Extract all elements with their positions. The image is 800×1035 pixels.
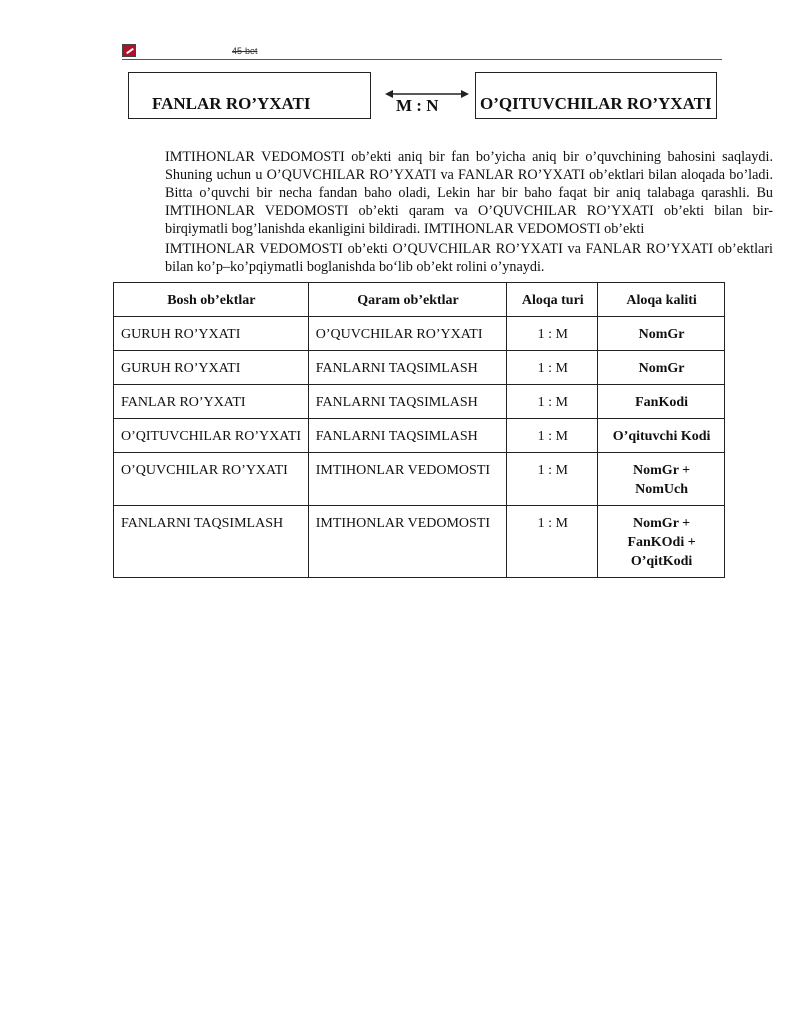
- aloqa-turi-cell: 1 : M: [507, 351, 598, 385]
- table-row: [114, 506, 725, 578]
- qaram-cell: FANLARNI TAQSIMLASH: [308, 385, 507, 419]
- bosh-cell: O’QITUVCHILAR RO’YXATI: [114, 419, 309, 453]
- aloqa-kaliti-cell: FanKodi: [598, 385, 725, 419]
- book-logo-icon: [122, 44, 136, 57]
- qaram-cell: IMTIHONLAR VEDOMOSTI: [308, 453, 507, 506]
- page-number: 45-bet: [232, 46, 258, 56]
- column-header: Qaram ob’ektlar: [308, 283, 507, 317]
- table-row: [114, 317, 725, 351]
- column-header: Aloqa turi: [507, 283, 598, 317]
- table-row: [114, 385, 725, 419]
- aloqa-kaliti-cell: NomGr: [598, 351, 725, 385]
- entity-box-fanlar: [128, 72, 371, 119]
- aloqa-turi-cell: 1 : M: [507, 506, 598, 578]
- aloqa-turi-cell: 1 : M: [507, 419, 598, 453]
- qaram-cell: IMTIHONLAR VEDOMOSTI: [308, 506, 507, 578]
- entity-box-oqituvchilar: [475, 72, 717, 119]
- bosh-cell: FANLARNI TAQSIMLASH: [114, 506, 309, 578]
- table-row: [114, 419, 725, 453]
- table-row: [114, 351, 725, 385]
- entity-label-oqituvchilar: O’QITUVCHILAR RO’YXATI: [480, 94, 712, 113]
- qaram-cell: O’QUVCHILAR RO’YXATI: [308, 317, 507, 351]
- bosh-cell: GURUH RO’YXATI: [114, 351, 309, 385]
- aloqa-turi-cell: 1 : M: [507, 317, 598, 351]
- table-header-row: [114, 283, 725, 317]
- aloqa-kaliti-cell: NomGr: [598, 317, 725, 351]
- bosh-cell: O’QUVCHILAR RO’YXATI: [114, 453, 309, 506]
- qaram-cell: FANLARNI TAQSIMLASH: [308, 351, 507, 385]
- paragraph-2: IMTIHONLAR VEDOMOSTI ob’ekti O’QUVCHILAR RO’YXATI va FANLAR RO’YXATI ob’ektlari bilan ko’p–ko’pqiymatli boglanishda bo‘lib ob’ekt rolini o’ynaydi.: [165, 241, 773, 275]
- aloqa-kaliti-cell: NomGr + FanKOdi + O’qitKodi: [598, 506, 725, 578]
- paragraph-1: IMTIHONLAR VEDOMOSTI ob’ekti aniq bir fan bo’yicha aniq bir o’quvchining bahosini saqlaydi. Shuning uchun u O’QUVCHILAR RO’YXATI va FANLAR RO’YXATI ob’ektlari bilan aloqada bo’ladi. Bitta o’quvchi bir necha fandan baho oladi, Lekin har bir baho faqat bir aniq talabaga qarashli. Bu IMTIHONLAR VEDOMOSTI ob’ekti qaram va O’QUVCHILAR RO’YXATI ob’ekti bilan bir-birqiymatli bog’lanishda ekanligini bildiradi. IMTIHONLAR VEDOMOSTI ob’ekti: [165, 149, 773, 237]
- relationship-label: M : N: [396, 96, 439, 115]
- table-row: [114, 453, 725, 506]
- column-header: Bosh ob’ektlar: [114, 283, 309, 317]
- bosh-cell: FANLAR RO’YXATI: [114, 385, 309, 419]
- aloqa-turi-cell: 1 : M: [507, 453, 598, 506]
- page-header: [122, 44, 722, 60]
- aloqa-turi-cell: 1 : M: [507, 385, 598, 419]
- relations-table: [113, 282, 725, 578]
- aloqa-kaliti-cell: NomGr + NomUch: [598, 453, 725, 506]
- bosh-cell: GURUH RO’YXATI: [114, 317, 309, 351]
- aloqa-kaliti-cell: O’qituvchi Kodi: [598, 419, 725, 453]
- qaram-cell: FANLARNI TAQSIMLASH: [308, 419, 507, 453]
- entity-label-fanlar: FANLAR RO’YXATI: [152, 94, 311, 113]
- column-header: Aloqa kaliti: [598, 283, 725, 317]
